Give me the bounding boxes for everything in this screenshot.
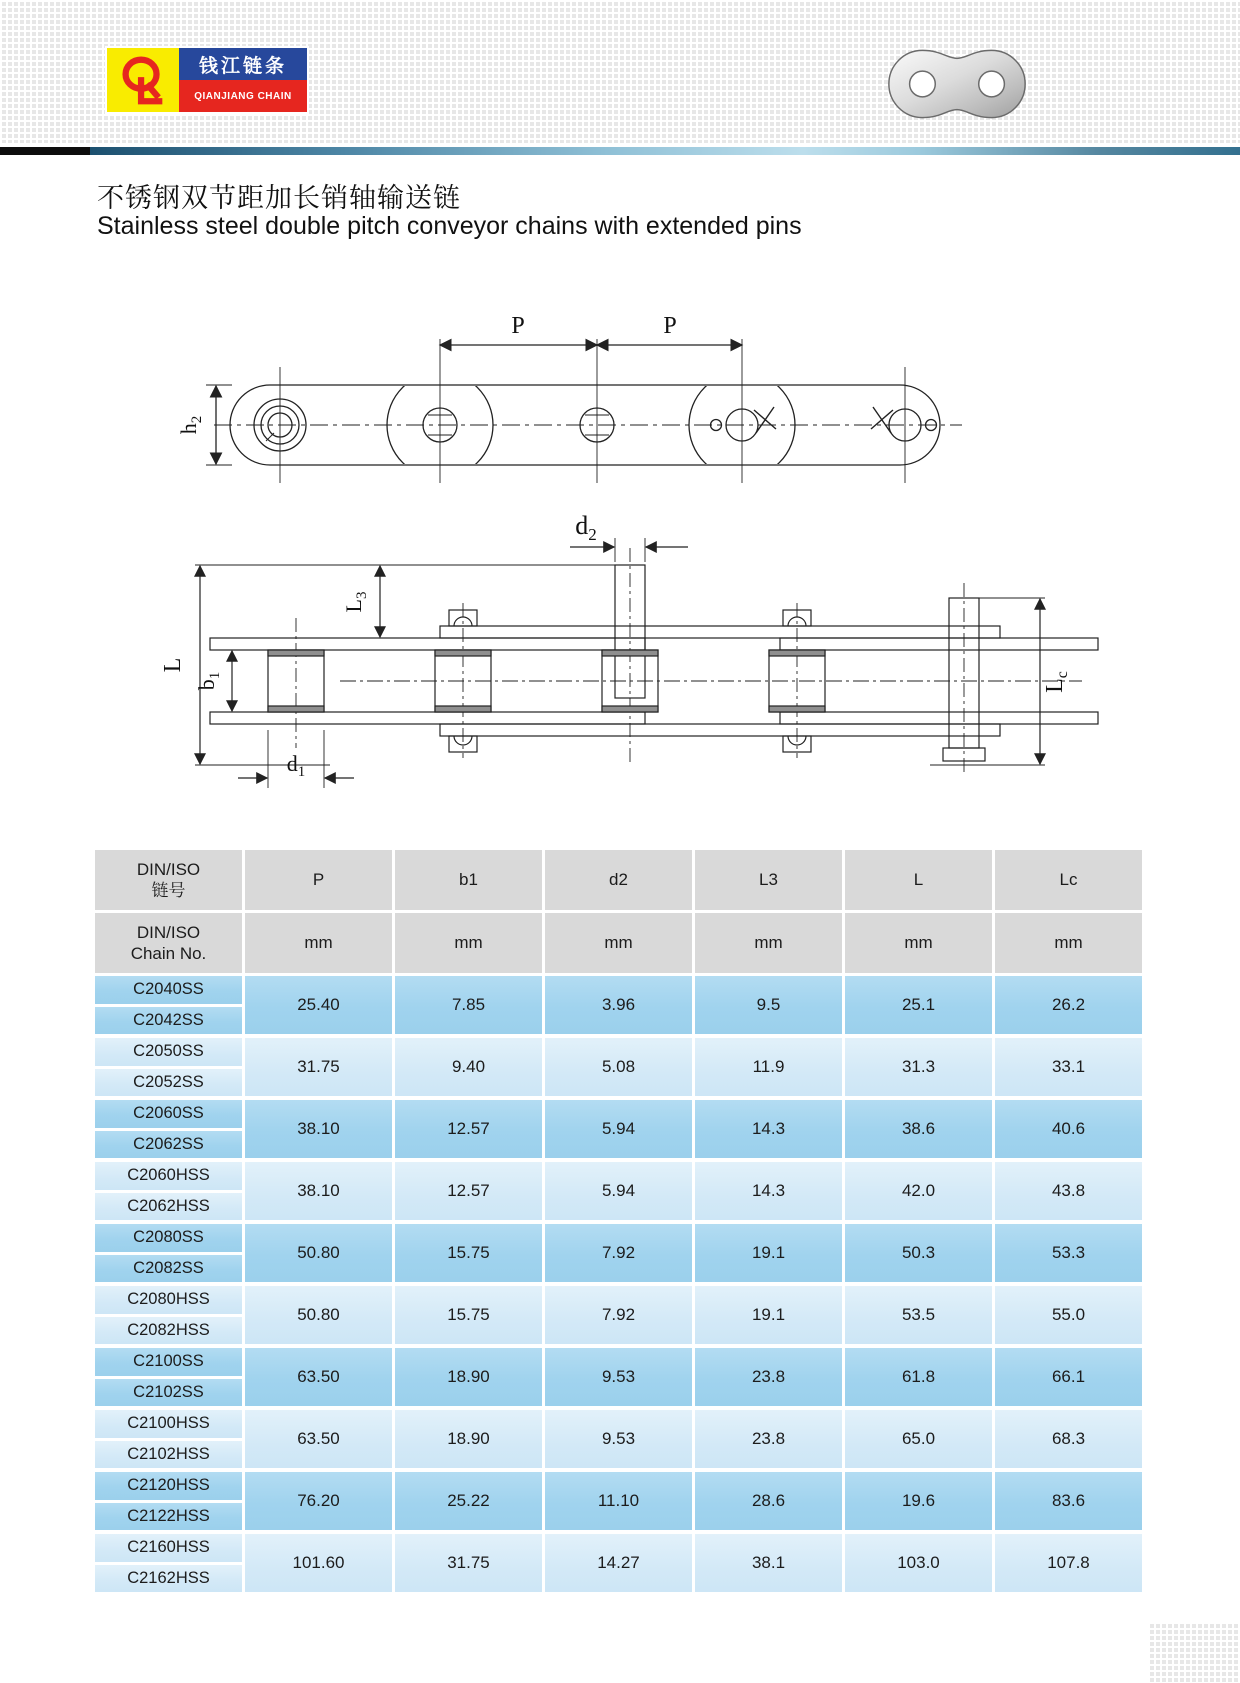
- value-l3: 23.8: [695, 1410, 842, 1468]
- chain-model: C2100SS: [95, 1348, 242, 1376]
- header-col-lc: Lc: [995, 850, 1142, 910]
- value-l: 65.0: [845, 1410, 992, 1468]
- dim-label-l: L: [160, 657, 186, 673]
- value-p: 31.75: [245, 1038, 392, 1096]
- value-l3: 14.3: [695, 1100, 842, 1158]
- value-lc: 107.8: [995, 1534, 1142, 1592]
- value-p: 38.10: [245, 1162, 392, 1220]
- chain-plate-image: [878, 38, 1036, 130]
- value-b1: 9.40: [395, 1038, 542, 1096]
- chain-model-cell: [95, 1410, 242, 1468]
- value-b1: 25.22: [395, 1472, 542, 1530]
- page-title-zh: 不锈钢双节距加长销轴输送链: [97, 183, 461, 213]
- value-b1: 15.75: [395, 1286, 542, 1344]
- chain-model: C2100HSS: [95, 1410, 242, 1438]
- chain-model: C2102SS: [95, 1379, 242, 1407]
- value-b1: 15.75: [395, 1224, 542, 1282]
- value-d2: 9.53: [545, 1348, 692, 1406]
- value-l3: 9.5: [695, 976, 842, 1034]
- table-row-group: [95, 1038, 1145, 1096]
- value-d2: 11.10: [545, 1472, 692, 1530]
- dim-label-p1: P: [511, 313, 525, 339]
- value-lc: 43.8: [995, 1162, 1142, 1220]
- header-unit: mm: [995, 913, 1142, 973]
- value-l: 61.8: [845, 1348, 992, 1406]
- value-lc: 33.1: [995, 1038, 1142, 1096]
- chain-model-cell: [95, 1038, 242, 1096]
- chain-model-cell: [95, 976, 242, 1034]
- table-header-row-1: [95, 850, 1145, 910]
- dim-label-d2: $d_2$: [575, 511, 597, 544]
- table-row-group: [95, 1534, 1145, 1592]
- table-row-group: [95, 1472, 1145, 1530]
- value-l: 103.0: [845, 1534, 992, 1592]
- value-d2: 5.94: [545, 1162, 692, 1220]
- value-l: 42.0: [845, 1162, 992, 1220]
- header-col-l: L: [845, 850, 992, 910]
- chain-model-cell: [95, 1348, 242, 1406]
- value-l3: 11.9: [695, 1038, 842, 1096]
- value-p: 63.50: [245, 1410, 392, 1468]
- ql-monogram-icon: [113, 51, 173, 109]
- header-unit: mm: [695, 913, 842, 973]
- value-lc: 40.6: [995, 1100, 1142, 1158]
- value-l: 53.5: [845, 1286, 992, 1344]
- chain-model: C2062HSS: [95, 1193, 242, 1221]
- header-unit: mm: [545, 913, 692, 973]
- footer-dot-pattern: [1148, 1622, 1240, 1683]
- brand-name-en: QIANJIANG CHAIN: [179, 80, 307, 112]
- dim-label-p2: P: [663, 313, 677, 339]
- header-col-p: P: [245, 850, 392, 910]
- value-l: 31.3: [845, 1038, 992, 1096]
- value-p: 63.50: [245, 1348, 392, 1406]
- table-header-row-2: [95, 913, 1145, 973]
- divider-gradient-bar: [90, 147, 1240, 155]
- header-col-d2: d2: [545, 850, 692, 910]
- dim-label-h2: $h_2$: [176, 415, 205, 435]
- chain-model-cell: [95, 1162, 242, 1220]
- chain-model-cell: [95, 1534, 242, 1592]
- dim-label-lc: $L_c$: [1042, 671, 1071, 693]
- value-l3: 38.1: [695, 1534, 842, 1592]
- chain-model: C2080HSS: [95, 1286, 242, 1314]
- chain-model: C2042SS: [95, 1007, 242, 1035]
- chain-model: C2060SS: [95, 1100, 242, 1128]
- divider-black-segment: [0, 147, 90, 155]
- chain-model: C2060HSS: [95, 1162, 242, 1190]
- value-l: 19.6: [845, 1472, 992, 1530]
- value-lc: 53.3: [995, 1224, 1142, 1282]
- value-lc: 26.2: [995, 976, 1142, 1034]
- chain-model: C2062SS: [95, 1131, 242, 1159]
- chain-model-cell: [95, 1100, 242, 1158]
- value-p: 76.20: [245, 1472, 392, 1530]
- value-lc: 83.6: [995, 1472, 1142, 1530]
- brand-logo: [105, 46, 309, 114]
- table-row-group: [95, 1410, 1145, 1468]
- value-l: 38.6: [845, 1100, 992, 1158]
- table-row-group: [95, 1286, 1145, 1344]
- chain-model-cell: [95, 1224, 242, 1282]
- chain-model: C2040SS: [95, 976, 242, 1004]
- value-d2: 14.27: [545, 1534, 692, 1592]
- value-d2: 7.92: [545, 1286, 692, 1344]
- header-unit: mm: [395, 913, 542, 973]
- table-row-group: [95, 1162, 1145, 1220]
- header-col-l3: L3: [695, 850, 842, 910]
- table-row-group: [95, 976, 1145, 1034]
- brand-name-zh: 钱江链条: [179, 48, 307, 80]
- dim-label-l3: $L_3$: [341, 591, 370, 613]
- value-p: 50.80: [245, 1224, 392, 1282]
- value-b1: 31.75: [395, 1534, 542, 1592]
- value-d2: 9.53: [545, 1410, 692, 1468]
- header-unit: mm: [845, 913, 992, 973]
- table-row-group: [95, 1348, 1145, 1406]
- table-body: [95, 976, 1145, 1592]
- value-b1: 18.90: [395, 1410, 542, 1468]
- header-chain-no-en: DIN/ISO Chain No.: [95, 913, 242, 973]
- header-chain-no-zh: DIN/ISO 链号: [95, 850, 242, 910]
- chain-model: C2082SS: [95, 1255, 242, 1283]
- value-b1: 18.90: [395, 1348, 542, 1406]
- value-d2: 7.92: [545, 1224, 692, 1282]
- dim-label-d1: $d_1$: [286, 751, 306, 780]
- chain-model-cell: [95, 1472, 242, 1530]
- value-l3: 19.1: [695, 1286, 842, 1344]
- value-b1: 12.57: [395, 1100, 542, 1158]
- logo-monogram-box: [107, 48, 179, 112]
- value-d2: 5.94: [545, 1100, 692, 1158]
- chain-model: C2120HSS: [95, 1472, 242, 1500]
- chain-side-view-diagram: [140, 498, 1100, 808]
- chain-model: C2052SS: [95, 1069, 242, 1097]
- value-d2: 3.96: [545, 976, 692, 1034]
- value-l: 50.3: [845, 1224, 992, 1282]
- value-lc: 68.3: [995, 1410, 1142, 1468]
- table-row-group: [95, 1100, 1145, 1158]
- value-d2: 5.08: [545, 1038, 692, 1096]
- value-b1: 7.85: [395, 976, 542, 1034]
- page-title-en: Stainless steel double pitch conveyor chains with extended pins: [97, 212, 802, 240]
- value-p: 50.80: [245, 1286, 392, 1344]
- chain-model: C2160HSS: [95, 1534, 242, 1562]
- value-l3: 19.1: [695, 1224, 842, 1282]
- value-b1: 12.57: [395, 1162, 542, 1220]
- logo-name-box: [179, 48, 307, 112]
- value-p: 25.40: [245, 976, 392, 1034]
- table-row-group: [95, 1224, 1145, 1282]
- value-p: 38.10: [245, 1100, 392, 1158]
- chain-model: C2080SS: [95, 1224, 242, 1252]
- chain-top-view-diagram: [170, 295, 1050, 505]
- chain-model: C2102HSS: [95, 1441, 242, 1469]
- chain-model: C2162HSS: [95, 1565, 242, 1593]
- value-l3: 28.6: [695, 1472, 842, 1530]
- value-p: 101.60: [245, 1534, 392, 1592]
- chain-model: C2082HSS: [95, 1317, 242, 1345]
- value-l3: 14.3: [695, 1162, 842, 1220]
- value-lc: 66.1: [995, 1348, 1142, 1406]
- value-lc: 55.0: [995, 1286, 1142, 1344]
- dim-label-b1: $b_1$: [194, 671, 223, 691]
- chain-model-cell: [95, 1286, 242, 1344]
- spec-table: [95, 850, 1145, 1596]
- chain-model: C2050SS: [95, 1038, 242, 1066]
- value-l: 25.1: [845, 976, 992, 1034]
- value-l3: 23.8: [695, 1348, 842, 1406]
- chain-model: C2122HSS: [95, 1503, 242, 1531]
- header-unit: mm: [245, 913, 392, 973]
- header-col-b1: b1: [395, 850, 542, 910]
